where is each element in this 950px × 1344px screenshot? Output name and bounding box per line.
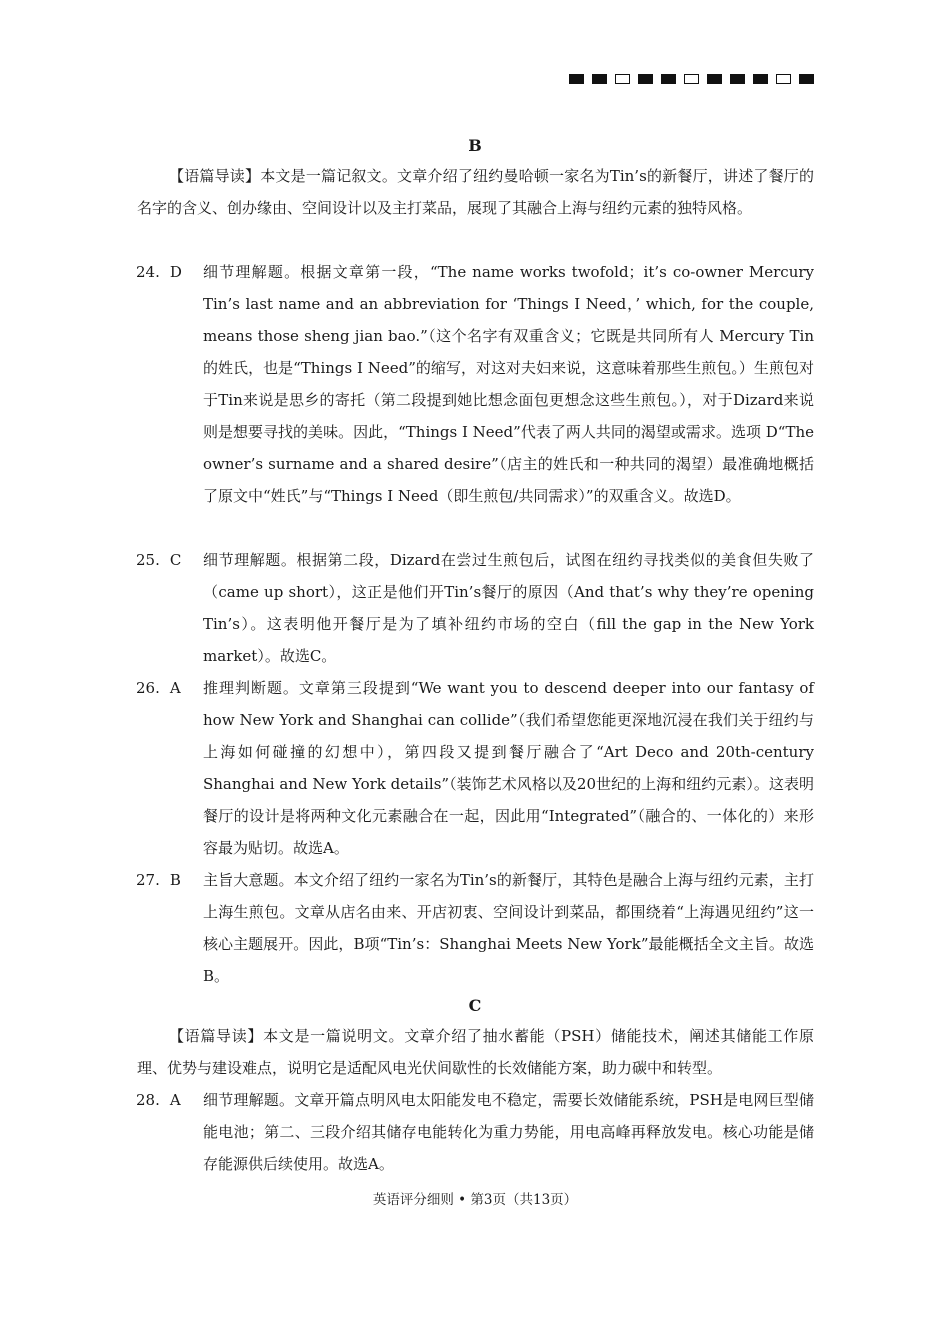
header-mark — [592, 74, 607, 84]
header-mark — [615, 74, 630, 84]
question-26-answer: A — [169, 679, 181, 697]
question-28-answer: A — [169, 1091, 181, 1109]
section-c-heading: C — [468, 996, 482, 1015]
section-b-intro: 【语篇导读】本文是一篇记叙文。文章介绍了纽约曼哈顿一家名为Tin’s的新餐厅，讲述了餐厅的名字的含义、创办缘由、空间设计以及主打菜品，展现了其融合上海与纽约元素的独特风格。 — [137, 167, 814, 217]
header-mark — [569, 74, 584, 84]
question-27-number: 27. B — [136, 864, 181, 896]
question-24-answer: D — [169, 263, 182, 281]
question-25-number: 25. C — [136, 544, 181, 576]
header-mark — [799, 74, 814, 84]
question-25-answer: C — [169, 551, 182, 569]
header-mark — [707, 74, 722, 84]
question-26-number: 26. A — [136, 672, 181, 704]
page-footer: 英语评分细则 • 第3页（共13页） — [372, 1192, 578, 1208]
header-mark — [776, 74, 791, 84]
section-b-heading: B — [468, 136, 482, 155]
question-24-number: 24. D — [136, 256, 182, 288]
question-26-explanation: 推理判断题。文章第三段提到“We want you to descend deeper into our fantasy of how New York and Shanghai can collide”（我们希望您能更深地沉浸在我们关于纽约与上海如何碰撞的幻想中），第四段又提到餐厅融合了“Art Deco and 20th-century Shanghai and New York details”（装饰艺术风格以及20世纪的上海和纽约元素）。这表明餐厅的设计是将两种文化元素融合在一起，因此用“Integrated”（融合的、一体化的）来形容最为贴切。故选A。 — [203, 679, 814, 857]
question-24-explanation: 细节理解题。根据文章第一段，“The name works twofold；it’s co-owner Mercury Tin’s last name and an abbreviation for ‘Things I Need，’ which, for the couple, means those sheng jian bao.”（这个名字有双重含义；它既是共同所有人 Mercury Tin 的姓氏，也是“Things I Need”的缩写，对这对夫妇来说，这意味着那些生煎包。）生煎包对于Tin来说是思乡的寄托（第二段提到她比想念面包更想念这些生煎包。），对于Dizard来说则是想要寻找的美味。因此，“Things I Need”代表了两人共同的渴望或需求。选项 D“The owner’s surname and a shared desire”（店主的姓氏和一种共同的渴望）最准确地概括了原文中“姓氏”与“Things I Need（即生煎包/共同需求）”的双重含义。故选D。 — [203, 263, 814, 505]
question-28-number: 28. A — [136, 1084, 181, 1116]
question-25-explanation: 细节理解题。根据第二段，Dizard在尝过生煎包后，试图在纽约寻找类似的美食但失败了（came up short），这正是他们开Tin’s餐厅的原因（And that’s why they’re opening Tin’s）。这表明他开餐厅是为了填补纽约市场的空白（fill the gap in the New York market）。故选C。 — [203, 551, 814, 665]
header-mark — [661, 74, 676, 84]
question-27-explanation: 主旨大意题。本文介绍了纽约一家名为Tin’s的新餐厅，其特色是融合上海与纽约元素，主打上海生煎包。文章从店名由来、开店初衷、空间设计到菜品，都围绕着“上海遇见纽约”这一核心主题展开。因此，B项“Tin’s：Shanghai Meets New York”最能概括全文主旨。故选B。 — [203, 871, 814, 985]
header-marks — [569, 74, 814, 84]
header-mark — [638, 74, 653, 84]
header-mark — [684, 74, 699, 84]
header-mark — [753, 74, 768, 84]
question-27-answer: B — [169, 871, 181, 889]
section-c-intro: 【语篇导读】本文是一篇说明文。文章介绍了抽水蓄能（PSH）储能技术，阐述其储能工作原理、优势与建设难点，说明它是适配风电光伏间歇性的长效储能方案，助力碳中和转型。 — [137, 1027, 814, 1077]
question-28-explanation: 细节理解题。文章开篇点明风电太阳能发电不稳定，需要长效储能系统，PSH是电网巨型储能电池；第二、三段介绍其储存电能转化为重力势能，用电高峰再释放发电。核心功能是储存能源供后续使用。故选A。 — [203, 1091, 814, 1173]
header-mark — [730, 74, 745, 84]
